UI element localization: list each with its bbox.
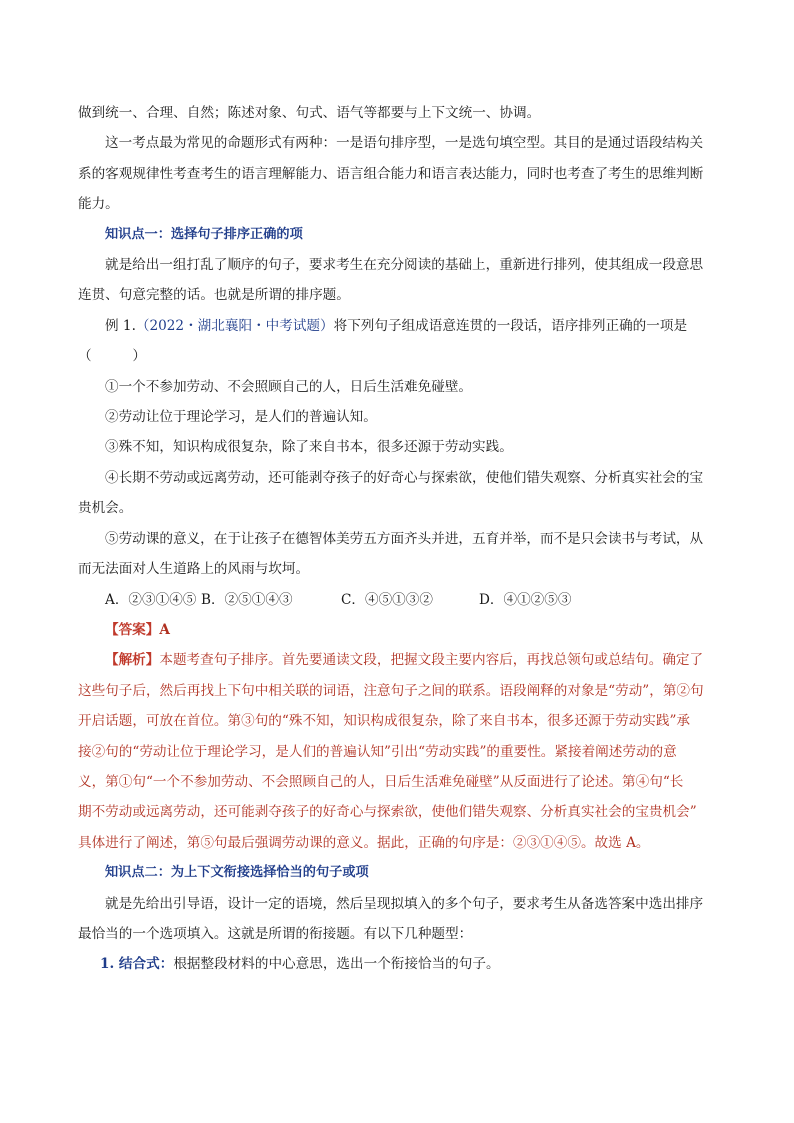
option-a: A．②③①④⑤ <box>105 591 197 608</box>
analysis-text: 本题考查句子排序。首先要通读文段，把握文段主要内容后，再找总领句或总结句。确定了 <box>159 652 704 669</box>
answer-value: A <box>159 621 170 638</box>
option-b: B．②⑤①④③ <box>201 591 293 608</box>
analysis-line: 这些句子后，然后再找上下句中相关联的词语，注意句子之间的联系。语段阐释的对象是“劳动”，第②句 <box>78 682 704 699</box>
analysis-order: ②③①④⑤。故选 A。 <box>513 834 650 851</box>
option-d: D．④①②⑤③ <box>479 591 572 608</box>
type-1-text: 根据整段材料的中心意思，选出一个衔接恰当的句子。 <box>173 956 500 973</box>
sentence-1: ①一个不参加劳动、不会照顾自己的人，日后生活难免碰壁。 <box>105 378 473 395</box>
sentence-4-cont: 贵机会。 <box>78 500 133 517</box>
paragraph-line: 最恰当的一个选项填入。这就是所谓的衔接题。有以下几种题型： <box>78 925 473 942</box>
example-label: 例 1. <box>105 317 136 334</box>
knowledge-point-heading-1: 知识点一：选择句子排序正确的项 <box>105 226 303 242</box>
example-prompt: 将下列句子组成语意连贯的一段话，语序排列正确的一项是 <box>333 317 688 334</box>
analysis-tag: 【解析】 <box>105 652 160 669</box>
document-page <box>78 98 716 980</box>
analysis-text: 具体进行了阐述，第⑤句最后强调劳动课的意义。据此，正确的句序是： <box>78 834 513 851</box>
paragraph-line: 就是给出一组打乱了顺序的句子，要求考生在充分阅读的基础上，重新进行排列，使其组成一段意思 <box>105 257 704 274</box>
paragraph-line: 系的客观规律性考查考生的语言理解能力、语言组合能力和语言表达能力，同时也考查了考生的思维判断 <box>78 165 704 182</box>
analysis-line: 开启话题，可放在首位。第③句的“殊不知，知识构成很复杂，除了来自书本，很多还源于劳动实践”承 <box>78 713 691 730</box>
paragraph-line: 就是先给出引导语，设计一定的语境，然后呈现拟填入的多个句子，要求考生从备选答案中选出排序 <box>105 895 704 912</box>
analysis-line: 期不劳动或远离劳动，还可能剥夺孩子的好奇心与探索欲，使他们错失观察、分析真实社会的宝贵机会” <box>78 804 697 821</box>
paragraph-line: 做到统一、合理、自然；陈述对象、句式、语气等都要与上下文统一、协调。 <box>78 105 541 121</box>
type-1-line <box>78 949 716 979</box>
sentence-4: ④长期不劳动或远离劳动，还可能剥夺孩子的好奇心与探索欲，使他们错失观察、分析真实社会的宝 <box>105 469 704 486</box>
paragraph-line: 能力。 <box>78 196 119 213</box>
answer-blank: （ ） <box>78 348 146 365</box>
paragraph-line: 连贯、句意完整的话。也就是所谓的排序题。 <box>78 287 350 304</box>
sentence-2: ②劳动让位于理论学习，是人们的普遍认知。 <box>105 409 377 426</box>
analysis-line: 义，第①句“一个不参加劳动、不会照顾自己的人，日后生活难免碰壁”从反面进行了论述。第④句“长 <box>78 773 684 790</box>
sentence-5: ⑤劳动课的意义，在于让孩子在德智体美劳五方面齐头并进，五育并举，而不是只会读书与考试，从 <box>105 530 704 547</box>
sentence-3: ③殊不知，知识构成很复杂，除了来自书本，很多还源于劳动实践。 <box>105 439 513 456</box>
example-question <box>78 311 716 341</box>
paragraph-line: 这一考点最为常见的命题形式有两种：一是语句排序型，一是选句填空型。其目的是通过语段结构关 <box>105 135 704 152</box>
options-row <box>78 585 716 615</box>
example-source: （2022・湖北襄阳・中考试题） <box>135 317 334 334</box>
type-1-label: 1. 结合式： <box>100 956 174 973</box>
answer-line <box>78 615 716 645</box>
answer-tag: 【答案】 <box>105 621 160 638</box>
option-c: C．④⑤①③② <box>341 591 433 608</box>
knowledge-point-heading-2: 知识点二：为上下文衔接选择恰当的句子或项 <box>105 865 369 881</box>
analysis-line <box>78 645 716 675</box>
sentence-5-cont: 而无法面对人生道路上的风雨与坎坷。 <box>78 561 310 578</box>
analysis-line <box>78 828 716 858</box>
analysis-line: 接②句的“劳动让位于理论学习，是人们的普遍认知”引出“劳动实践”的重要性。紧接着阐述劳动的意 <box>78 743 677 760</box>
